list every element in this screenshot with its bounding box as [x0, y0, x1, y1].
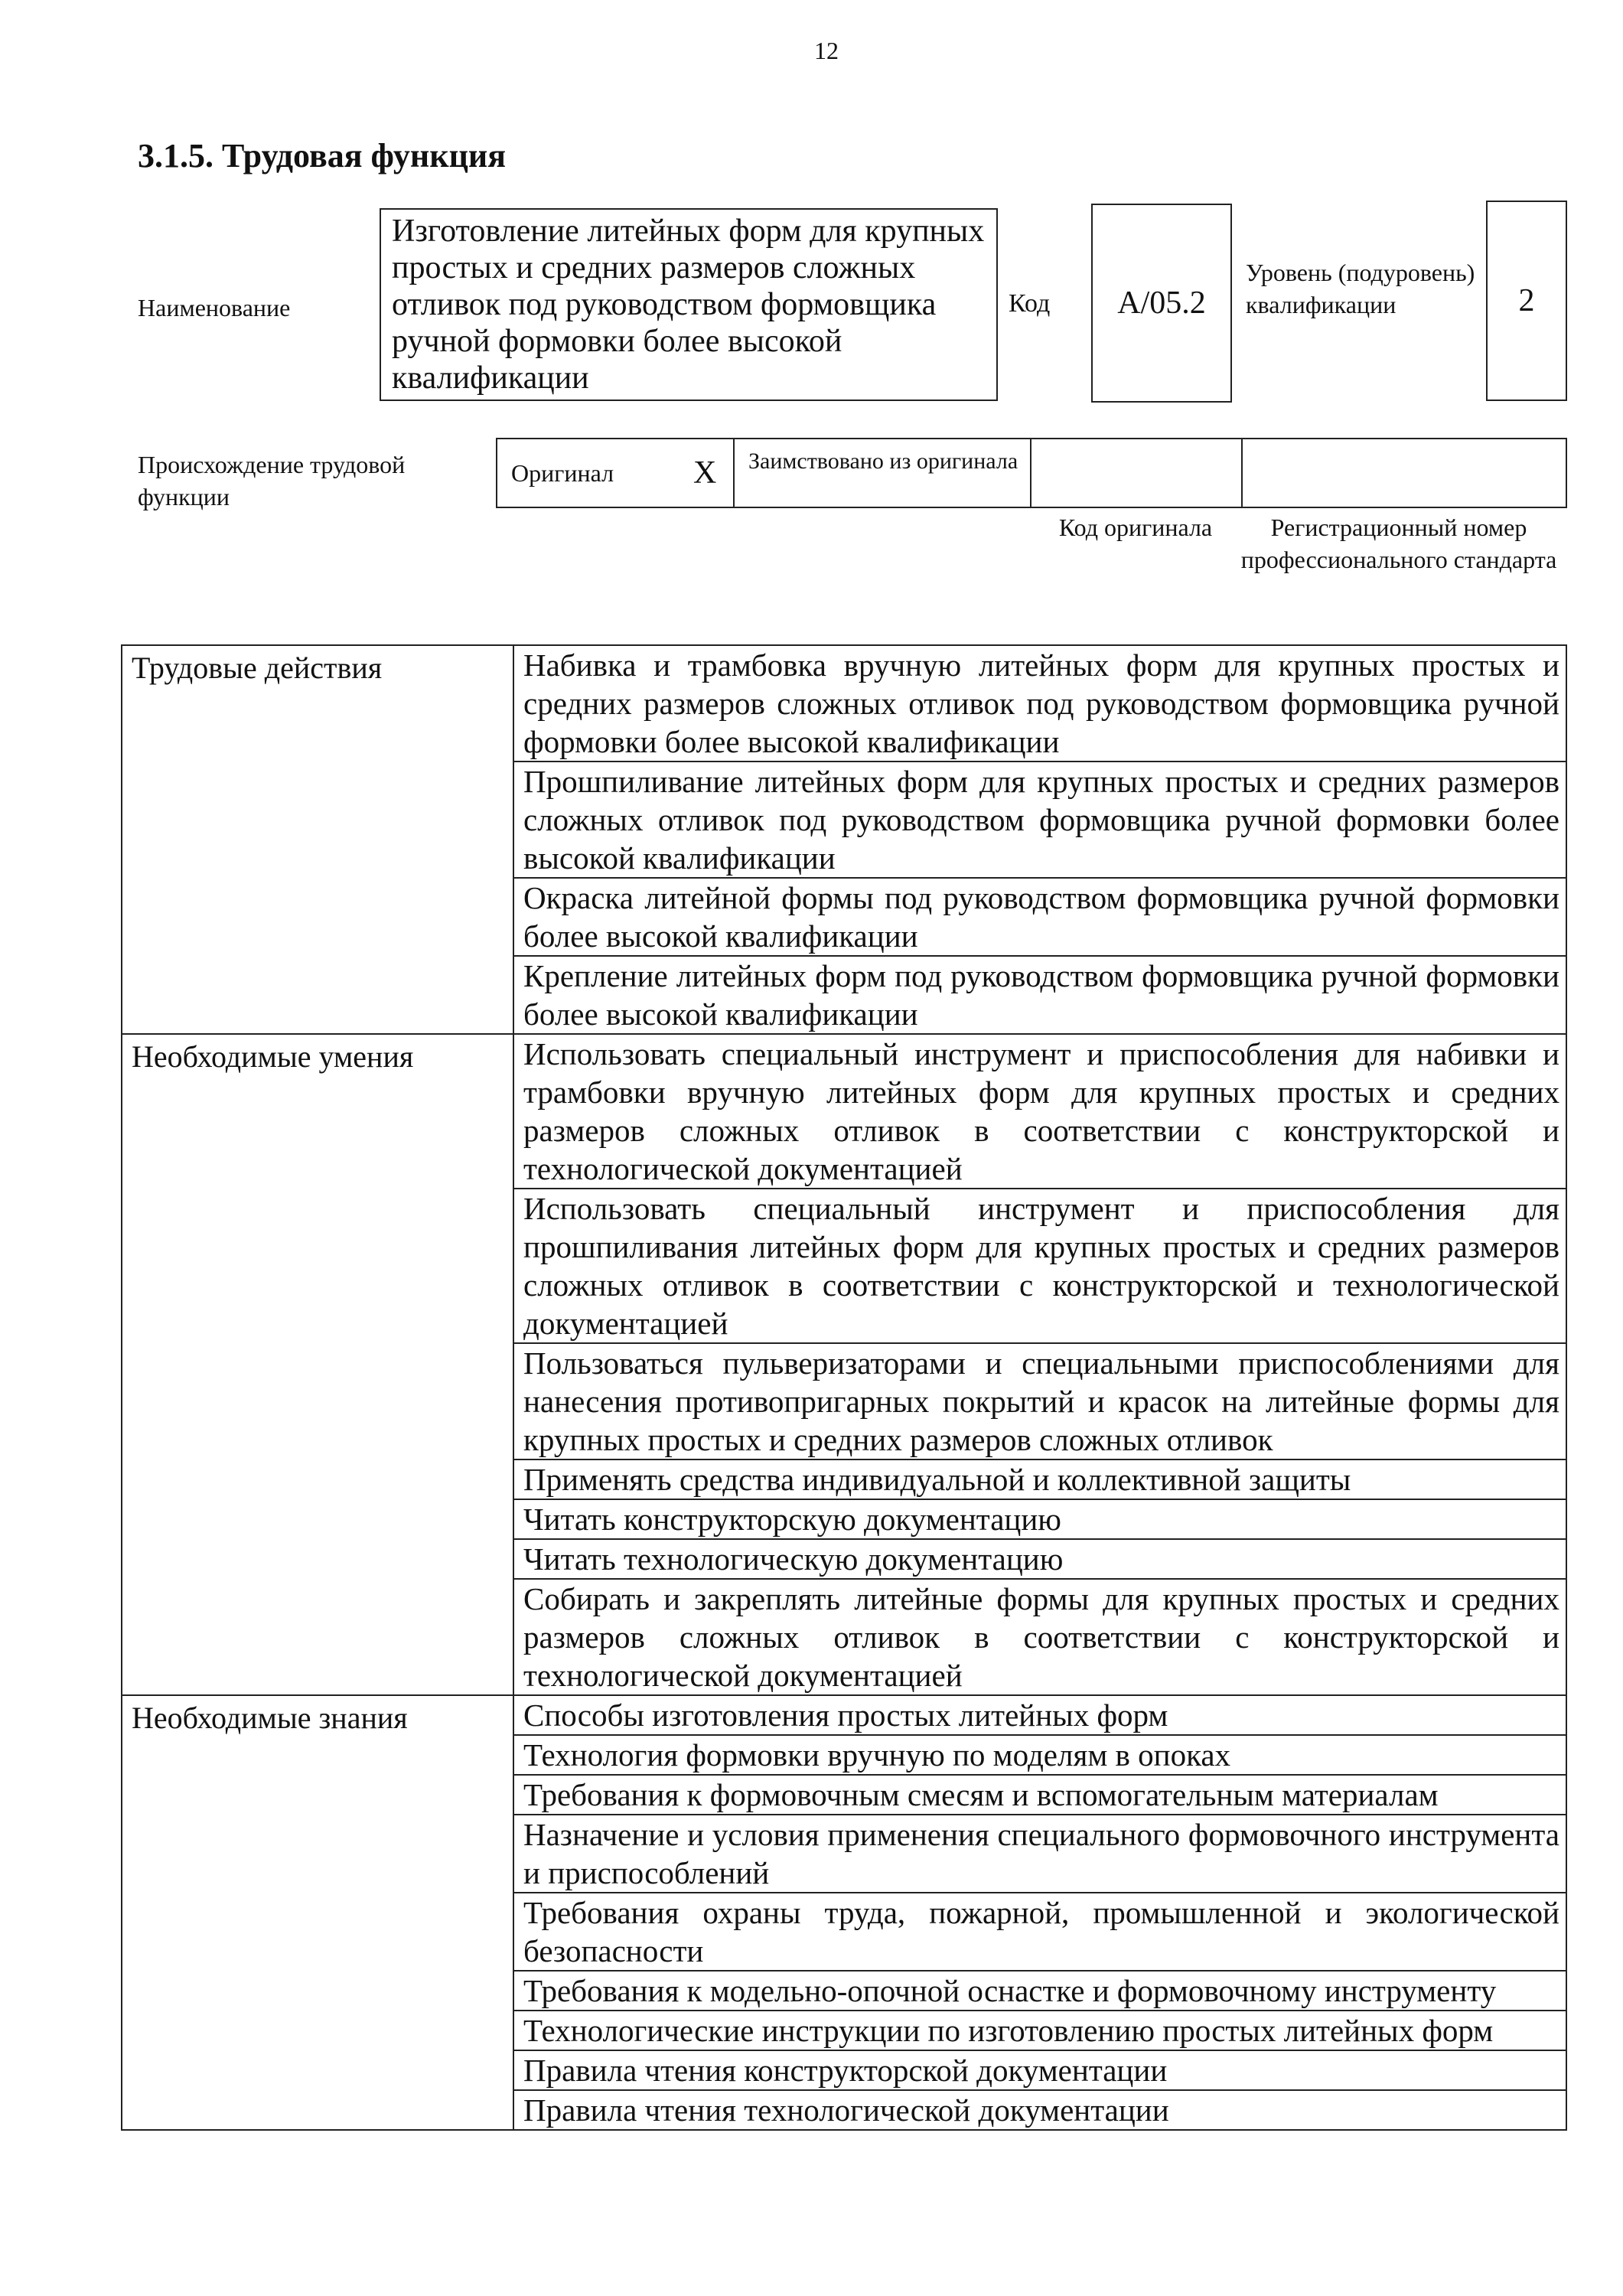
origin-reg-number-cell: [1243, 439, 1566, 507]
table-item-cell: Правила чтения технологической документации: [513, 2090, 1566, 2130]
table-row: [122, 645, 1566, 762]
origin-original-cell: [497, 439, 735, 507]
origin-label: Происхождение трудовой функции: [138, 451, 406, 510]
section-title-cell: Необходимые знания: [122, 1695, 513, 2130]
function-name-box: Изготовление литейных форм для крупных простых и средних размеров сложных отливок под руководством формовщика ручной формовки более высокой квалификации: [380, 208, 998, 401]
table-item-cell: Прошпиливание литейных форм для крупных простых и средних размеров сложных отливок под руководством формовщика ручной формовки более высокой квалификации: [513, 762, 1566, 878]
table-item-cell: Применять средства индивидуальной и коллективной защиты: [513, 1459, 1566, 1499]
code-original-label: Код оригинала: [1058, 514, 1213, 541]
table-row: [122, 1695, 1566, 1735]
table-item-cell: Технологические инструкции по изготовлению простых литейных форм: [513, 2011, 1566, 2050]
name-label: Наименование: [138, 294, 291, 321]
origin-borrowed-cell: Заимствовано из оригинала: [735, 439, 1031, 507]
table-item-cell: Назначение и условия применения специального формовочного инструмента и приспособлений: [513, 1815, 1566, 1893]
table-item-cell: Крепление литейных форм под руководством формовщика ручной формовки более высокой квалификации: [513, 956, 1566, 1034]
table-item-cell: Требования к формовочным смесям и вспомогательным материалам: [513, 1775, 1566, 1815]
original-mark: X: [693, 455, 717, 491]
level-label: Уровень (подуровень) квалификации: [1246, 259, 1475, 318]
table-item-cell: Технология формовки вручную по моделям в опоках: [513, 1735, 1566, 1775]
table-item-cell: Набивка и трамбовка вручную литейных форм для крупных простых и средних размеров сложных отливок под руководством формовщика ручной формовки более высокой квалификации: [513, 645, 1566, 762]
table-item-cell: Способы изготовления простых литейных форм: [513, 1695, 1566, 1735]
table-item-cell: Требования охраны труда, пожарной, промышленной и экологической безопасности: [513, 1893, 1566, 1971]
section-title: 3.1.5. Трудовая функция: [138, 137, 507, 174]
table-item-cell: Использовать специальный инструмент и приспособления для прошпиливания литейных форм для крупных простых и средних размеров сложных отливок в соответствии с конструкторской и технологической документацией: [513, 1189, 1566, 1343]
section-title-cell: Необходимые умения: [122, 1034, 513, 1695]
page-number: 12: [814, 37, 839, 64]
origin-code-cell: [1031, 439, 1243, 507]
table-item-cell: Требования к модельно-опочной оснастке и формовочному инструменту: [513, 1971, 1566, 2011]
table-item-cell: Читать технологическую документацию: [513, 1539, 1566, 1579]
table-item-cell: Правила чтения конструкторской документации: [513, 2050, 1566, 2090]
table-row: [122, 1034, 1566, 1189]
original-label: Оригинал: [511, 459, 614, 487]
section-title-cell: Трудовые действия: [122, 645, 513, 1034]
table-item-cell: Собирать и закреплять литейные формы для крупных простых и средних размеров сложных отливок в соответствии с конструкторской и технологической документацией: [513, 1579, 1566, 1695]
reg-number-label: Регистрационный номер профессионального стандарта: [1240, 514, 1557, 573]
origin-row: [496, 438, 1567, 508]
table-item-cell: Читать конструкторскую документацию: [513, 1499, 1566, 1539]
table-item-cell: Использовать специальный инструмент и приспособления для набивки и трамбовки вручную литейных форм для крупных простых и средних размеров сложных отливок в соответствии с конструкторской и технологической документацией: [513, 1034, 1566, 1189]
code-label: Код: [1009, 289, 1051, 318]
code-value-box: А/05.2: [1091, 204, 1232, 403]
table-item-cell: Пользоваться пульверизаторами и специальными приспособлениями для нанесения противопригарных покрытий и красок на литейные формы для крупных простых и средних размеров сложных отливок: [513, 1343, 1566, 1459]
table-item-cell: Окраска литейной формы под руководством формовщика ручной формовки более высокой квалификации: [513, 878, 1566, 956]
labor-function-table: [121, 644, 1567, 2131]
level-value-box: 2: [1486, 201, 1567, 401]
